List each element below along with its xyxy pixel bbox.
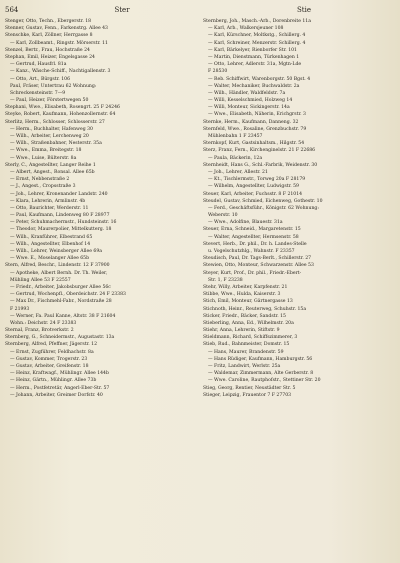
directory-entry: — Klara, Lehrerin, Armlinstr. 4b [10, 198, 86, 204]
directory-entry: — Wilhelm, Angestellter, Ludwigstr. 59 [208, 184, 299, 190]
directory-entry: — Friedr., Arbeiter, Jakobsburger Allee 56c [10, 284, 111, 290]
directory-entry: Mühlenbahn 1 F 23457 [208, 134, 263, 139]
directory-columns [5, 18, 395, 399]
directory-entry: — Joh., Lehrer, Allestr. 21 [208, 169, 268, 175]
directory-entry: Stieldmann, Richard, Schiffszimmerer, 3 [203, 335, 298, 341]
directory-entry: Sternke, Herm., Kaufmann, Danneng. 32 [203, 119, 299, 125]
directory-entry: — Joh., Lehrer, Kronenander Landstr. 240 [10, 191, 108, 197]
directory-entry: Stehr, Willy, Arbeiter, Karpfenstr. 21 [203, 284, 288, 290]
directory-entry: Stenner, Gustav, Fenn., Farkenstrg. Allee 43 [5, 26, 108, 32]
directory-entry: — Herm., Buchhalter, Hafenweg 30 [10, 126, 93, 132]
directory-entry: Stiehr, Anna, Lehrerin, Stiftstr. 9 [203, 328, 280, 334]
directory-entry: Steuer, Karl, Arbeiter, Fuchsstr. 8 F 21014 [203, 191, 303, 197]
directory-entry: — Karl, Bärkelyer, Rienborfer Str. 101 [208, 47, 297, 53]
directory-entry: — Wilh., Händler, Waldfeldstr. 7a [208, 90, 286, 96]
directory-entry: — Karl, Schreiner, Menzerstr. Schillerg. 4 [208, 40, 306, 46]
directory-entry: Stephan, Emil, Heizer, Engelsgasse 24 [5, 54, 95, 60]
directory-entry: — Gustav, Arbeiter, Greifenstr. 18 [10, 364, 89, 369]
directory-entry: Schreckensteinstr. 7—9 [10, 90, 66, 96]
directory-entry: Sternheidt, Hans G., Schl.-Farbrik, Weidenstr. 30 [203, 162, 318, 168]
directory-entry: Stevert, Herb., Dr. phil., Dr. h. Landes-Stelle [203, 241, 307, 247]
directory-entry: Stieger, Leipzig, Frauentor 7 F 27703 [203, 392, 292, 398]
directory-entry: — Ferd., Geschäftsführ., Königstr. 62 Wohnung: [208, 205, 319, 211]
directory-entry: — Gertrud, Wochenpfl., Oberdeichstr. 24 F 23383 [10, 292, 126, 298]
directory-entry: — Wwe. E., Moselanger Allee 65b [10, 256, 90, 262]
directory-entry: — Otto, Baurichter, Werderstr. 11 [10, 205, 89, 211]
directory-entry: Sterlitz, Herm., Schlosser, Schlosserstr. 27 [5, 119, 105, 125]
right-column-heading: Stie [297, 6, 311, 14]
directory-entry: — Ernst, Zugführer, Feldhachstr. 8a [10, 349, 94, 355]
directory-entry: — Wilh., Lehrer, Weinsberger Allee 69a [10, 249, 102, 254]
directory-entry: — Albert, Angest., Ronsal. Allee 65b [10, 169, 95, 175]
directory-entry: Sternfeld, Wwe., Rosaline, Grenzbuchstr. 79 [203, 126, 307, 132]
directory-entry: — Kt., Tischlermstr., Torweg 20a F 28179 [208, 177, 306, 183]
directory-entry: — Walter, Angestellter, Hermsenstr. 58 [208, 234, 299, 240]
directory-entry: — Willi, Monteur, Sickingerstr. 14a [208, 105, 290, 111]
directory-entry: — Wilh., Straßenbahner, Nesterstr. 35a [10, 141, 102, 147]
directory-entry: Stephani, Wwe., Elisabeth, Rosengrt. 25 F 24246 [5, 105, 120, 111]
directory-entry: Stieberling, Anna, Ed., Wilhelmstr. 20a [203, 320, 294, 326]
directory-entry: — Otto, Art., Bürgstr. 106 [10, 76, 70, 82]
directory-entry: Sternberg, Joh., Masch.-Arb., Dorenbreite 11a [203, 19, 311, 24]
directory-entry: Stenzel, Bertr., Frau, Hochstraße 24 [5, 47, 90, 53]
directory-entry: Sternberg, Alfred, Pfeffner, Jägerstr. 12 [5, 342, 98, 348]
directory-entry: Sticker, Friedr., Bäcker, Sandstr. 15 [203, 313, 286, 319]
directory-entry: — Paul, Heizer, Förstertwegen 50 [10, 98, 89, 104]
directory-entry: Sternkopf, Kurt, Gastsinhaltsm., Hilgstr. 54 [203, 141, 305, 147]
directory-entry: — Wwe., Elisabeth, Näherin, Erichgrstr. 3 [208, 112, 306, 118]
directory-entry: F 28530 [208, 69, 228, 75]
directory-entry: — Fritz, Landwirt, Werlstr. 25a [208, 364, 281, 369]
directory-entry: — Otto, Lehrer, Adlerstr. 31a, Mgtn-Lde [208, 62, 302, 68]
directory-entry: — Paul, Kaufmann, Lindenweg 80 F 28977 [10, 213, 110, 219]
directory-entry: Stewien, Otto, Monteur, Schwarzenstr. Allee 53 [203, 263, 314, 269]
directory-entry: — Martin, Dienstmann, Türkenhagen 1 [208, 54, 300, 60]
directory-entry: — Hans Rüdiger, Kaufmann, Hamburgstr. 56 [208, 356, 313, 362]
directory-entry: Steudel, Gustav, Schmied, Eichenweg, Gothestr. 10 [203, 198, 323, 204]
directory-entry: Steudisch, Paul, Dr. Tags-Berlt., Schillerstr. 27 [203, 256, 312, 262]
directory-entry: — Willi, Kesselschmied, Holzweg 14 [208, 98, 293, 104]
directory-entry: Sterly, C., Angestellter, Langer Reihe 1 [5, 162, 96, 168]
directory-entry: — Peter, Schuhmachermstr., Hundsteinstr. 16 [10, 220, 117, 226]
directory-entry: — Wwe., Emma, Breitegstr. 18 [10, 148, 82, 154]
directory-entry: Stieg, Georg, Rentier, Neustädter Str. 5 [203, 385, 296, 391]
page-header [5, 4, 395, 16]
directory-entry: — Wwe., Luise, Bülterstr. 8a [10, 155, 77, 161]
directory-entry: — Ernst, Nebbenstraße 2 [10, 177, 70, 183]
directory-entry: Sternal, Franz, Brotverkstr. 2 [5, 328, 74, 334]
directory-entry: Stenger, Otto, Techn., Ebergerstr. 18 [5, 19, 92, 24]
directory-entry: Steyer, Kurt, Prof., Dr. phil., Friedr.-Ebert- [203, 270, 302, 276]
directory-entry: — Karl, Arb., Walkersjeuner 108 [208, 26, 284, 32]
directory-entry: — Werner, Fa. Paul Kanne, Altstr. 38 F 21604 [10, 313, 116, 319]
directory-entry: — Wwe. Caroline, Rautphofstr., Stettiner Str. 20 [208, 378, 321, 384]
directory-entry: Stich, Emil, Monteur, Gärtnergasse 13 [203, 299, 293, 305]
directory-entry: — Reb. Schiffwirt, Warenborgstr. 50 Bgst. 4 [208, 76, 311, 82]
directory-entry: u. Vogelschutzhlg., Wahnstr. F 23357 [208, 249, 295, 254]
directory-entry: — Max Dr., Fischmehl-Fabr., Nordstraße 28 [10, 299, 112, 305]
directory-entry: — J., Angest., Cropsstraße 3 [10, 184, 76, 190]
directory-entry: — Wilh., Kranführer, Elbestrand 65 [10, 234, 93, 240]
left-column [5, 18, 197, 399]
directory-entry: — Theodor, Maurerpolier, Mittelkutterg. 18 [10, 227, 112, 233]
directory-entry: Sterz, Franz, Fern., Kirchenginelstr. 21 F 22686 [203, 148, 316, 154]
directory-entry: Stenschke, Karl, Zöllner, Herrgasse 8 [5, 33, 93, 39]
directory-entry: Mühling Allee 53 F 22557 [10, 277, 71, 283]
directory-entry: Stibbe, Wwe., Hulda, Kaiserstr. 3 [203, 292, 281, 298]
directory-entry: Stern, Alfred, Beschr., Lindenstr. 12 F 37900 [5, 263, 110, 269]
directory-entry: F 21993 [10, 306, 30, 312]
directory-entry: Steuer, Erna, Schneid., Margaretenstr. 15 [203, 227, 301, 233]
directory-entry: — Karl, Zollbeamt., Ringstr. Mörserstr. 11 [10, 40, 108, 46]
directory-entry: — Waldemar, Zimmermann, Alte Gerberstr. 8 [208, 371, 314, 377]
directory-entry: Stieb, Rud., Bahnmeister, Domstr. 15 [203, 342, 290, 348]
directory-entry: — Wilh., Angestellter, Elbenhof 14 [10, 241, 91, 247]
directory-entry: — Heinz, Kraftwagf., Mühlingr. Allee 144b [10, 371, 109, 377]
directory-entry: — Wilh., Arbeiter, Lerchenweg 20 [10, 134, 89, 139]
directory-entry: Paul, Fräser, Untertrau 62 Wohnung: [10, 83, 97, 89]
directory-entry: Sternberg, G., Schneidermstr., Augustastr. 13a [5, 335, 115, 341]
directory-entry: — Hans, Maurer, Brandenstr. 59 [208, 349, 284, 355]
directory-entry: — Kanz., Wäsche-Schiff., Nachtigallenstr. 3 [10, 69, 111, 75]
directory-entry: — Paula, Bäckerin, 12a [208, 155, 263, 161]
directory-entry: — Johann, Arbeiter, Greimer Dorfstr. 40 [10, 392, 103, 398]
directory-entry: Weberstr. 10 [208, 213, 238, 219]
page-number: 564 [5, 6, 19, 14]
right-column [203, 18, 395, 399]
directory-entry: Wohn.: Deichstr. 24 F 23383 [10, 320, 77, 326]
directory-entry: Steyke, Robert, Kaufmann, Hohenzollernstr. 64 [5, 112, 116, 118]
directory-entry: — Walter, Mechaniker, Buchwaldstr. 2a [208, 83, 300, 89]
directory-entry: — Gertrud, Hausfrl. 81a [10, 62, 67, 68]
directory-entry: — Heinz, Gärtn., Mühlingr. Allee 73b [10, 378, 97, 384]
directory-entry: — Wwe., Adolfine, Blauestr. 31a [208, 220, 283, 226]
directory-entry: — Karl, Kürschner, Moltkstg., Schillerg. 4 [208, 33, 306, 39]
left-column-heading: Ster [114, 6, 130, 14]
directory-entry: Str. 1, F 23238 [208, 277, 243, 283]
directory-entry: — Herm., Postfetretär, Angerl-Eber-Str. 57 [10, 385, 110, 391]
directory-entry: Stichnoth, Heinr., Reuterweg, Schuhstr. 15a [203, 306, 307, 312]
directory-entry: — Apotheke, Albert Bernh. Dr. Th. Weiler, [10, 270, 108, 276]
directory-entry: — Gustav, Kommer, Trogerstr. 23 [10, 356, 88, 362]
